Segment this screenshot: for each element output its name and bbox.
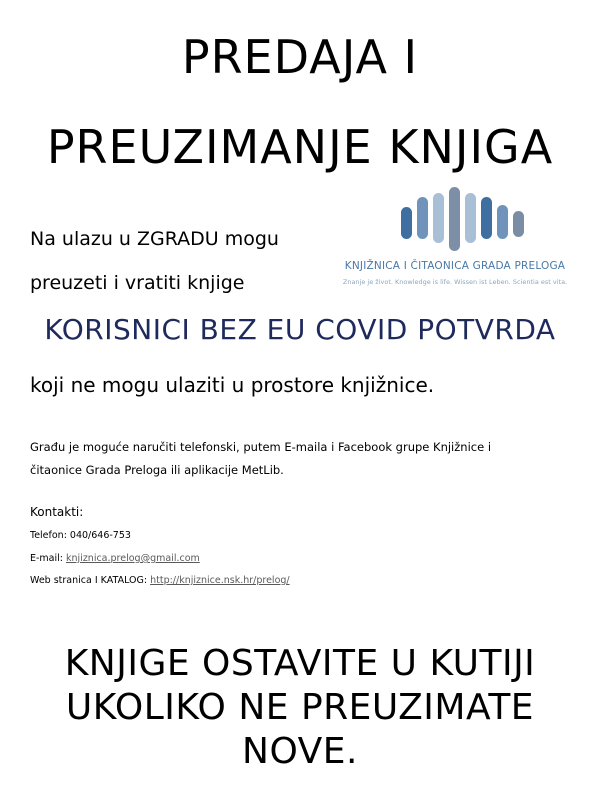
email-row: [30, 553, 200, 564]
website-link[interactable]: http://knjiznice.nsk.hr/prelog/: [150, 575, 290, 586]
intro-line-2: preuzeti i vratiti knjige: [30, 272, 245, 294]
order-info-line-2: čitaonice Grada Preloga ili aplikacije MetLib.: [30, 463, 284, 477]
bottom-notice: [0, 642, 600, 774]
bottom-line-3: NOVE.: [242, 731, 358, 772]
phone-text: Telefon: 040/646-753: [30, 530, 131, 541]
library-logo: [335, 185, 575, 290]
title-line-1: PREDAJA I: [181, 30, 419, 84]
logo-motto: Znanje je život. Knowledge is life. Wissen ist Leben. Scientia est vita.: [342, 278, 568, 286]
website-row: [30, 575, 290, 586]
contacts-heading: Kontakti:: [30, 505, 84, 519]
bottom-line-1: KNJIGE OSTAVITE U KUTIJI: [64, 643, 536, 684]
order-info-line-1: Građu je moguće naručiti telefonski, putem E-maila i Facebook grupe Knjižnice i: [30, 440, 492, 454]
title-line-2: PREUZIMANJE KNJIGA: [46, 120, 554, 174]
website-label: Web stranica I KATALOG:: [30, 575, 151, 586]
email-label: E-mail:: [30, 553, 67, 564]
intro-line-3: koji ne mogu ulaziti u prostore knjižnice.: [30, 373, 435, 397]
email-link[interactable]: knjiznica.prelog@gmail.com: [66, 553, 200, 564]
intro-line-1: Na ulazu u ZGRADU mogu: [30, 228, 279, 250]
library-bars-logo-icon: [335, 185, 575, 257]
bottom-line-2: UKOLIKO NE PREUZIMATE: [65, 687, 535, 728]
logo-library-name: KNJIŽNICA I ČITAONICA GRADA PRELOGA: [344, 260, 566, 272]
headline: KORISNICI BEZ EU COVID POTVRDA: [44, 313, 556, 346]
